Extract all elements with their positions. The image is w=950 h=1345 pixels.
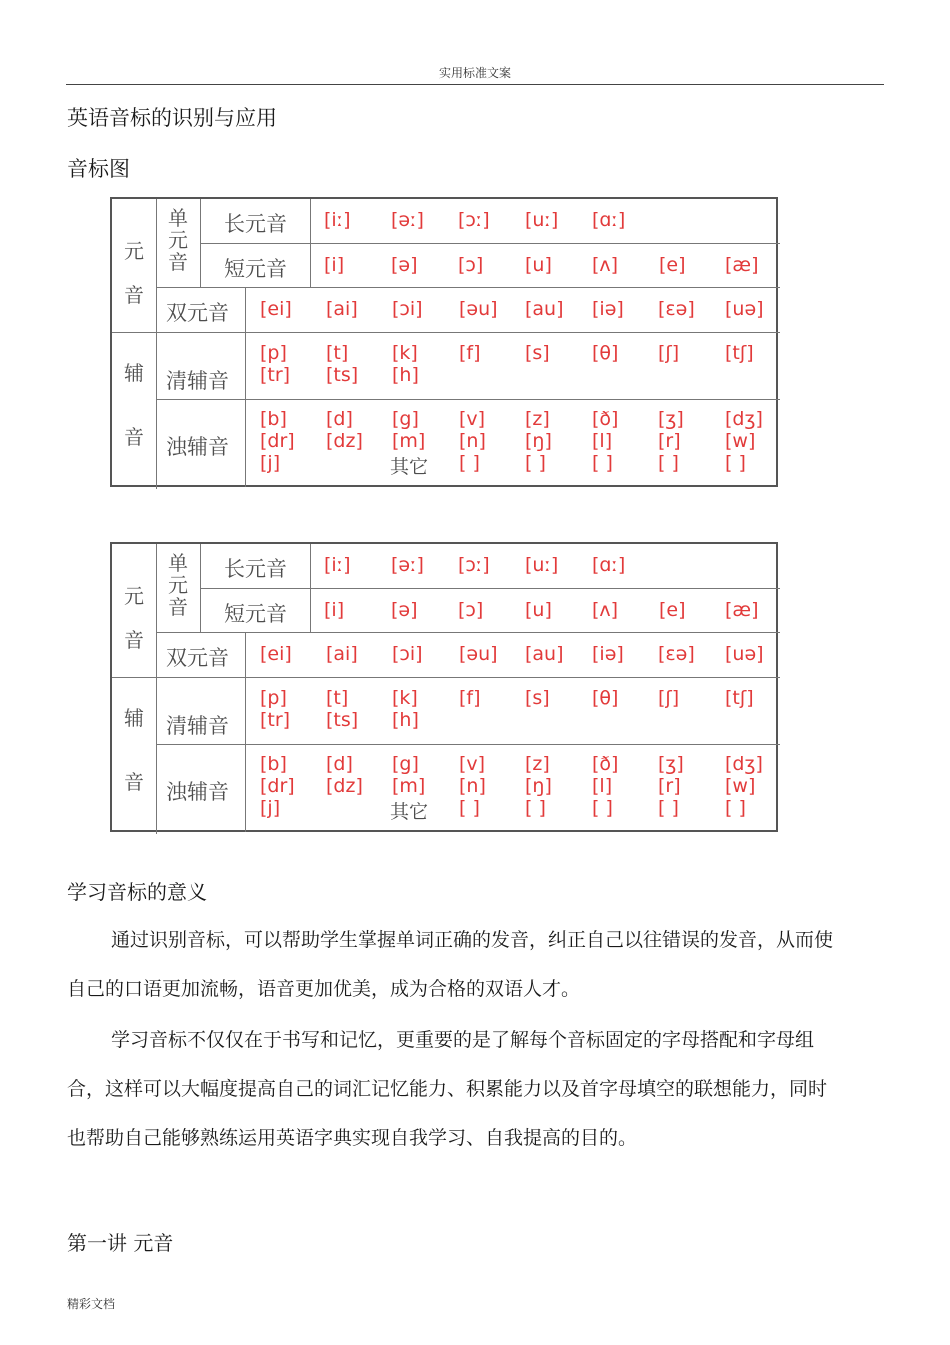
consonant-label: 辅 音 — [124, 361, 144, 449]
voiced-consonant-symbol: [ð] [l] [ ] — [592, 753, 619, 819]
diphthong-symbol: [uə] — [725, 643, 764, 665]
voiced-consonant-symbol: [v] [n] [ ] — [459, 753, 486, 819]
voiced-consonant-symbol: [d] [dz] — [326, 408, 363, 452]
short-vowel-label: 短元音 — [224, 602, 287, 626]
short-vowel-symbol: [u] — [525, 254, 552, 276]
chart-grid-line — [112, 332, 780, 333]
vowel-label: 元 音 — [124, 584, 144, 652]
voiced-consonant-symbol: [ʒ] [r] [ ] — [658, 408, 684, 474]
chart-grid-line — [156, 544, 157, 834]
voiced-consonant-label: 浊辅音 — [166, 780, 229, 804]
chart-grid-line — [156, 744, 780, 745]
long-vowel-symbol: [ɑː] — [592, 554, 626, 576]
voiced-consonant-symbol: [b] [dr] [j] — [260, 408, 295, 474]
monophthong-label: 单 元 音 — [168, 551, 188, 619]
chart-grid-line — [156, 199, 157, 489]
voiceless-consonant-symbol: [k] [h] — [392, 687, 419, 731]
diphthong-symbol: [au] — [525, 643, 564, 665]
page-header: 实用标准文案 — [438, 66, 511, 80]
short-vowel-symbol: [u] — [525, 599, 552, 621]
diphthong-symbol: [iə] — [592, 298, 624, 320]
voiceless-consonant-symbol: [p] [tr] — [260, 342, 291, 386]
voiceless-consonant-symbol: [θ] — [592, 342, 619, 364]
page-footer: 精彩文档 — [67, 1297, 116, 1311]
chart-grid-line — [200, 588, 780, 589]
short-vowel-label: 短元音 — [224, 257, 287, 281]
voiceless-consonant-label: 清辅音 — [166, 369, 229, 393]
long-vowel-symbol: [əː] — [391, 209, 424, 231]
diphthong-symbol: [ai] — [326, 643, 358, 665]
long-vowel-symbol: [ɔː] — [458, 554, 490, 576]
diphthong-symbol: [ɛə] — [658, 298, 695, 320]
consonant-label: 辅 音 — [124, 706, 144, 794]
short-vowel-symbol: [e] — [659, 599, 686, 621]
voiceless-consonant-symbol: [ʃ] — [658, 687, 680, 709]
short-vowel-symbol: [ə] — [391, 254, 418, 276]
lecture-heading: 第一讲 元音 — [67, 1231, 174, 1255]
short-vowel-symbol: [ɔ] — [458, 599, 484, 621]
voiced-consonant-label: 浊辅音 — [166, 435, 229, 459]
chart-grid-line — [112, 677, 780, 678]
short-vowel-symbol: [ʌ] — [592, 254, 619, 276]
voiceless-consonant-symbol: [θ] — [592, 687, 619, 709]
long-vowel-symbol: [ɔː] — [458, 209, 490, 231]
chart-grid-line — [156, 632, 780, 633]
diphthong-symbol: [ei] — [260, 298, 292, 320]
diphthong-symbol: [ai] — [326, 298, 358, 320]
paragraph-1-text: 通过识别音标，可以帮助学生掌握单词正确的发音，纠正自己以往错误的发音，从而使自己的口语更加流畅，语音更加优美，成为合格的双语人才。 — [67, 929, 834, 1000]
voiceless-consonant-symbol: [tʃ] — [725, 342, 754, 364]
voiceless-consonant-symbol: [k] [h] — [392, 342, 419, 386]
voiced-consonant-symbol: [g] [m] — [392, 753, 426, 797]
voiced-consonant-symbol: [b] [dr] [j] — [260, 753, 295, 819]
voiceless-consonant-symbol: [ʃ] — [658, 342, 680, 364]
voiceless-consonant-symbol: [s] — [525, 687, 550, 709]
short-vowel-symbol: [ʌ] — [592, 599, 619, 621]
paragraph-2-text: 学习音标不仅仅在于书写和记忆，更重要的是了解每个音标固定的字母搭配和字母组合，这样可以大幅度提高自己的词汇记忆能力、积累能力以及首字母填空的联想能力，同时也帮助自己能够熟练运用英语字典实现自我学习、自我提高的目的。 — [67, 1029, 828, 1149]
short-vowel-symbol: [ɔ] — [458, 254, 484, 276]
short-vowel-symbol: [i] — [324, 599, 345, 621]
diphthong-symbol: [ɔi] — [392, 298, 423, 320]
voiceless-consonant-label: 清辅音 — [166, 714, 229, 738]
voiceless-consonant-symbol: [p] [tr] — [260, 687, 291, 731]
diphthong-symbol: [ɔi] — [392, 643, 423, 665]
chart-grid-line — [245, 287, 246, 487]
short-vowel-symbol: [i] — [324, 254, 345, 276]
diphthong-symbol: [əu] — [459, 298, 498, 320]
long-vowel-symbol: [əː] — [391, 554, 424, 576]
voiceless-consonant-symbol: [f] — [459, 342, 481, 364]
other-label: 其它 — [390, 801, 429, 823]
diphthong-symbol: [ɛə] — [658, 643, 695, 665]
long-vowel-label: 长元音 — [224, 212, 287, 236]
diphthong-label: 双元音 — [166, 301, 229, 325]
phonetic-chart-2 — [110, 542, 778, 832]
diphthong-symbol: [iə] — [592, 643, 624, 665]
chart-grid-line — [156, 399, 780, 400]
voiceless-consonant-symbol: [f] — [459, 687, 481, 709]
long-vowel-symbol: [uː] — [525, 554, 559, 576]
voiceless-consonant-symbol: [t] [ts] — [326, 687, 359, 731]
voiced-consonant-symbol: [ʒ] [r] [ ] — [658, 753, 684, 819]
long-vowel-symbol: [uː] — [525, 209, 559, 231]
vowel-label: 元 音 — [124, 239, 144, 307]
diphthong-symbol: [ei] — [260, 643, 292, 665]
voiceless-consonant-symbol: [tʃ] — [725, 687, 754, 709]
voiced-consonant-symbol: [d] [dz] — [326, 753, 363, 797]
voiceless-consonant-symbol: [s] — [525, 342, 550, 364]
phonetic-chart-1 — [110, 197, 778, 487]
monophthong-label: 单 元 音 — [168, 206, 188, 274]
long-vowel-symbol: [ɑː] — [592, 209, 626, 231]
voiced-consonant-symbol: [v] [n] [ ] — [459, 408, 486, 474]
diphthong-symbol: [əu] — [459, 643, 498, 665]
long-vowel-symbol: [iː] — [324, 554, 351, 576]
section-heading-meaning: 学习音标的意义 — [67, 880, 207, 904]
header-rule — [66, 84, 884, 85]
long-vowel-label: 长元音 — [224, 557, 287, 581]
paragraph-2 — [67, 1016, 837, 1163]
diphthong-symbol: [uə] — [725, 298, 764, 320]
short-vowel-symbol: [æ] — [725, 599, 759, 621]
short-vowel-symbol: [e] — [659, 254, 686, 276]
voiced-consonant-symbol: [ð] [l] [ ] — [592, 408, 619, 474]
long-vowel-symbol: [iː] — [324, 209, 351, 231]
short-vowel-symbol: [æ] — [725, 254, 759, 276]
other-label: 其它 — [390, 456, 429, 478]
document-title: 英语音标的识别与应用 — [67, 106, 277, 130]
short-vowel-symbol: [ə] — [391, 599, 418, 621]
voiced-consonant-symbol: [dʒ] [w] [ ] — [725, 408, 763, 474]
diphthong-symbol: [au] — [525, 298, 564, 320]
diphthong-label: 双元音 — [166, 646, 229, 670]
voiced-consonant-symbol: [dʒ] [w] [ ] — [725, 753, 763, 819]
voiceless-consonant-symbol: [t] [ts] — [326, 342, 359, 386]
voiced-consonant-symbol: [z] [ŋ] [ ] — [525, 753, 552, 819]
chart-heading: 音标图 — [67, 157, 130, 181]
chart-grid-line — [200, 243, 780, 244]
paragraph-1 — [67, 916, 837, 1014]
voiced-consonant-symbol: [g] [m] — [392, 408, 426, 452]
chart-grid-line — [156, 287, 780, 288]
chart-grid-line — [245, 632, 246, 832]
voiced-consonant-symbol: [z] [ŋ] [ ] — [525, 408, 552, 474]
